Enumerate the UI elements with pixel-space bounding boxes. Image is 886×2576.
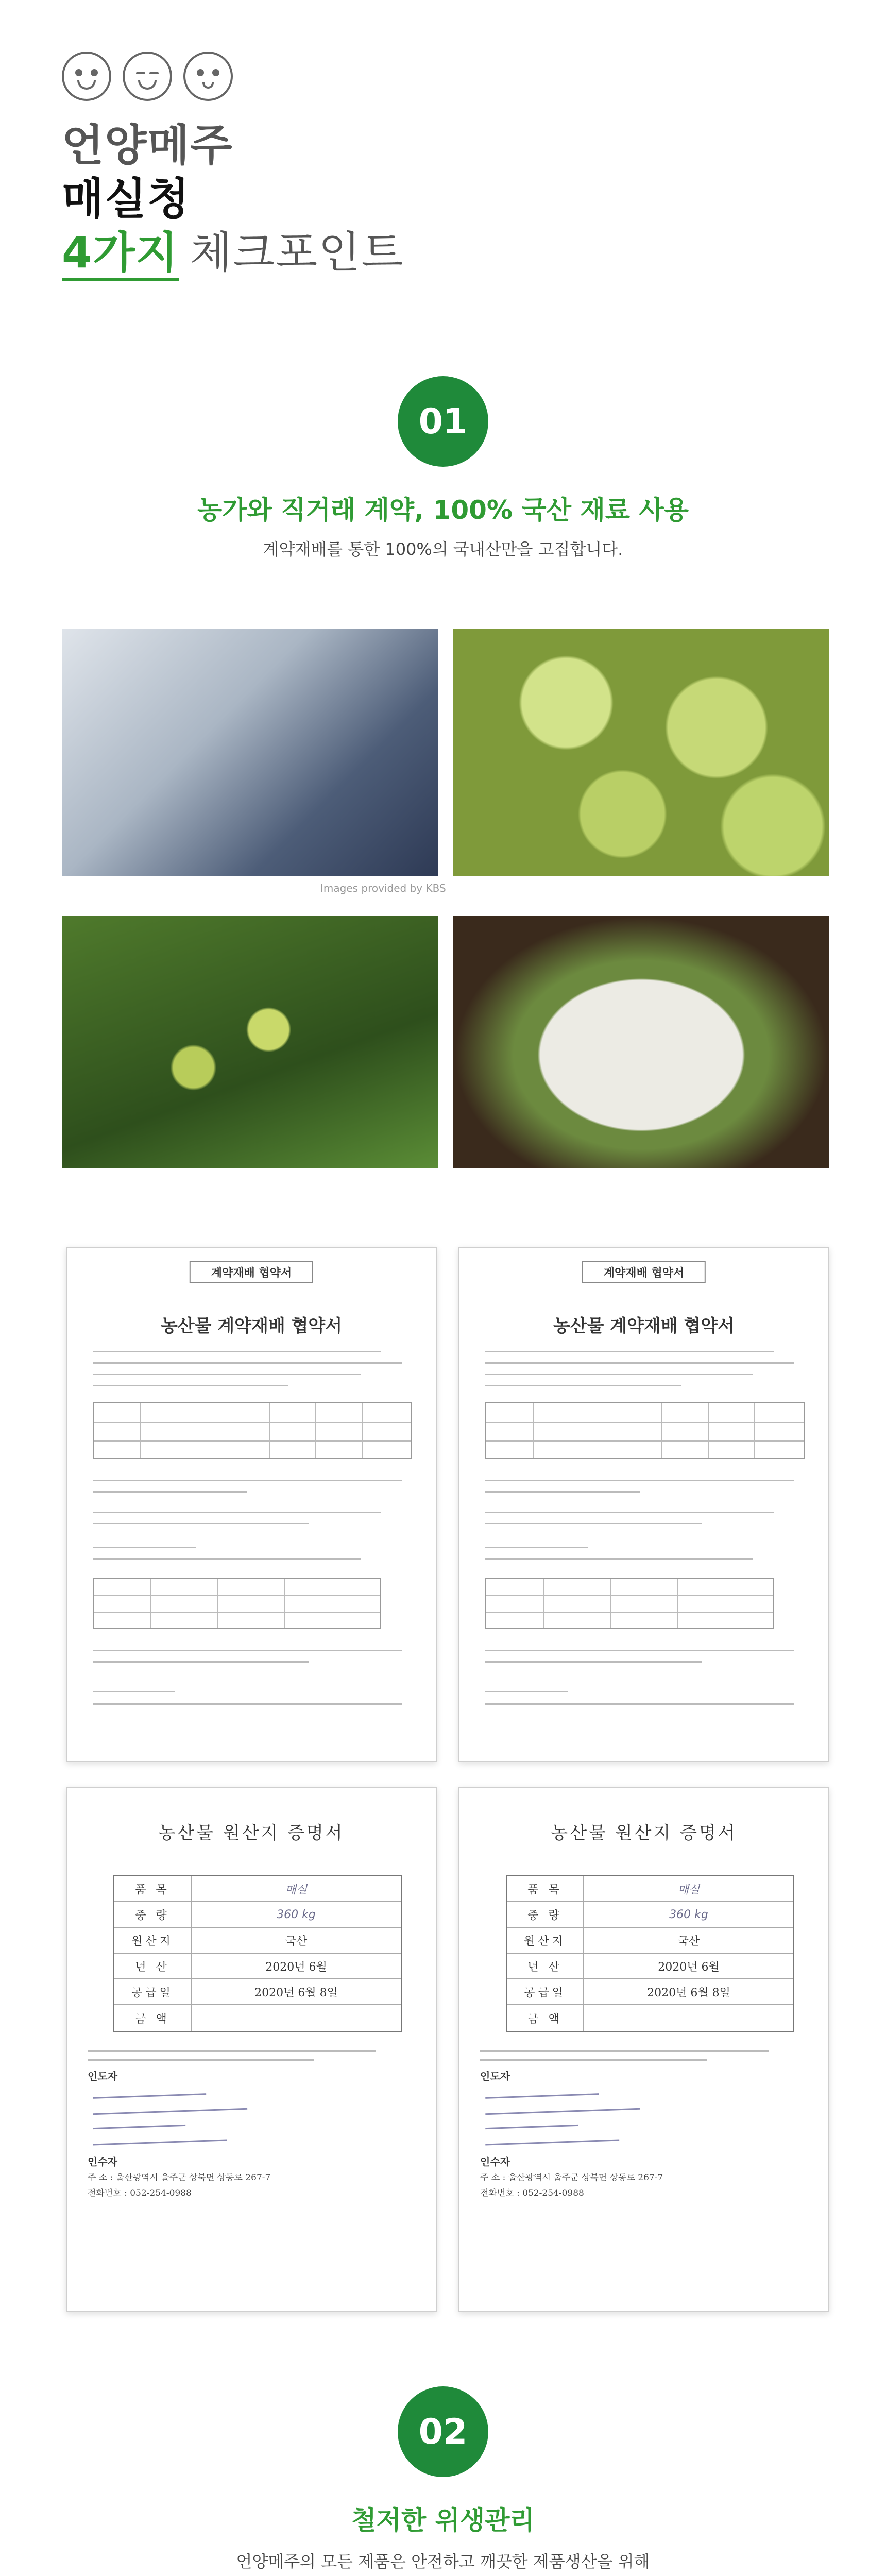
cert-value: 2020년 6월 8일: [647, 1986, 730, 1999]
cert-key: 품 목: [114, 1876, 192, 1901]
photo-credit: Images provided by KBS: [320, 882, 446, 894]
certificate-table: [506, 1875, 794, 2032]
workers-sorting-photo: [62, 629, 438, 876]
seller-line: [88, 2084, 417, 2100]
headline-label: 체크포인트: [190, 227, 404, 278]
contract-document: [66, 1247, 437, 1762]
buyer-address: 주 소 : 울산광역시 울주군 상북면 상동로 267-7: [480, 2173, 663, 2183]
section-title: 농가와 직거래 계약, 100% 국산 재료 사용: [197, 495, 689, 525]
happy-face-icon: [123, 52, 172, 101]
cert-value: 국산: [285, 1935, 308, 1948]
origin-certificate: [66, 1787, 437, 2312]
buyer-phone: 전화번호 : 052-254-0988: [480, 2188, 584, 2198]
document-header: 계약재배 협약서: [190, 1261, 313, 1283]
brand-name: 언양메주: [62, 120, 233, 171]
document-title: 농산물 계약재배 협약서: [160, 1316, 343, 1336]
buyer-heading: 인수자: [480, 2156, 510, 2168]
certificate-table: [113, 1875, 402, 2032]
cert-value: 국산: [677, 1935, 700, 1948]
page-header: [62, 52, 525, 330]
cert-value: 2020년 6월: [658, 1960, 720, 1974]
seller-heading: 인도자: [480, 2070, 510, 2082]
certificate-title: 농산물 원산지 증명서: [551, 1823, 737, 1843]
seller-line: [480, 2115, 810, 2131]
section-number-badge: 01: [398, 376, 488, 467]
cert-value: 매실: [285, 1883, 308, 1896]
origin-certificate: [458, 1787, 829, 2312]
section-description: 계약재배를 통한 100%의 국내산만을 고집합니다.: [263, 539, 623, 559]
cert-value: 360 kg: [669, 1908, 708, 1921]
cert-key: 금 액: [507, 2005, 584, 2031]
smiley-icons: [62, 52, 525, 101]
plum-tree-photo: [62, 916, 438, 1168]
document-header: 계약재배 협약서: [582, 1261, 706, 1283]
cert-key: 년 산: [114, 1954, 192, 1978]
green-plums-photo: [453, 629, 829, 876]
cert-value: 2020년 6월 8일: [254, 1986, 338, 1999]
seller-line: [480, 2131, 810, 2146]
headline-count: 4가지: [62, 227, 179, 281]
cert-key: 품 목: [507, 1876, 584, 1901]
section-description-line: 언양메주의 모든 제품은 안전하고 깨끗한 제품생산을 위해: [236, 2552, 650, 2571]
document-title: 농산물 계약재배 협약서: [553, 1316, 735, 1336]
seller-line: [480, 2100, 810, 2115]
cert-value: 360 kg: [277, 1908, 316, 1921]
cert-key: 중 량: [114, 1902, 192, 1927]
plums-in-sugar-photo: [453, 916, 829, 1168]
buyer-heading: 인수자: [88, 2156, 117, 2168]
seller-line: [480, 2084, 810, 2100]
buyer-address: 주 소 : 울산광역시 울주군 상북면 상동로 267-7: [88, 2173, 271, 2183]
buyer-phone: 전화번호 : 052-254-0988: [88, 2188, 192, 2198]
certificate-parties: [88, 2050, 417, 2201]
content-face-icon: [183, 52, 233, 101]
cert-value: 2020년 6월: [265, 1960, 327, 1974]
seller-heading: 인도자: [88, 2070, 117, 2082]
certificate-title: 농산물 원산지 증명서: [158, 1823, 345, 1843]
cert-key: 년 산: [507, 1954, 584, 1978]
section-title: 철저한 위생관리: [351, 2505, 535, 2535]
product-name: 매실청: [62, 174, 191, 224]
seller-line: [88, 2131, 417, 2146]
cert-key: 공급일: [114, 1979, 192, 2004]
seller-line: [88, 2115, 417, 2131]
cert-key: 금 액: [114, 2005, 192, 2031]
contract-document: [458, 1247, 829, 1762]
smile-face-icon: [62, 52, 111, 101]
cert-key: 중 량: [507, 1902, 584, 1927]
cert-key: 원산지: [114, 1928, 192, 1953]
section-number-badge: 02: [398, 2386, 488, 2477]
cert-key: 공급일: [507, 1979, 584, 2004]
cert-value: 매실: [677, 1883, 700, 1896]
seller-line: [88, 2100, 417, 2115]
headline-checkpoints: [62, 226, 525, 279]
cert-key: 원산지: [507, 1928, 584, 1953]
certificate-parties: [480, 2050, 810, 2201]
